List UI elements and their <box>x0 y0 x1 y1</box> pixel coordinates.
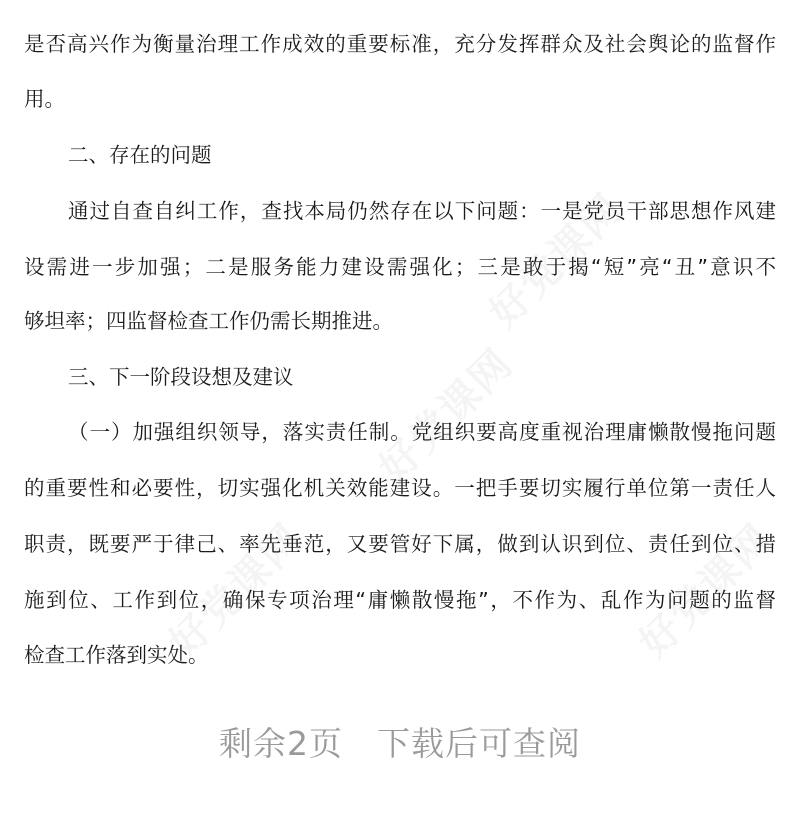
paragraph-line: 设需进一步加强；二是服务能力建设需强化；三是敢于揭“短”亮“丑”意识不 <box>24 255 776 279</box>
paragraph-line: 用。 <box>24 87 65 111</box>
watermark <box>364 334 523 493</box>
paragraph-line: 是否高兴作为衡量治理工作成效的重要标准，充分发挥群众及社会舆论的监督作 <box>24 32 776 56</box>
download-prompt[interactable] <box>0 722 800 766</box>
paragraph-line: 通过自查自纠工作，查找本局仍然存在以下问题：一是党员干部思想作风建 <box>68 199 776 223</box>
paragraph-line: 够坦率；四监督检查工作仍需长期推进。 <box>24 309 393 333</box>
remaining-pages-text: 剩余2页 <box>219 724 343 763</box>
paragraph-line: （一）加强组织领导，落实责任制。党组织要高度重视治理庸懒散慢拖问题 <box>68 420 776 444</box>
section-heading: 三、下一阶段设想及建议 <box>68 365 294 389</box>
paragraph-line: 职责，既要严于律己、率先垂范，又要管好下属，做到认识到位、责任到位、措 <box>24 532 776 556</box>
paragraph-line: 的重要性和必要性，切实强化机关效能建设。一把手要切实履行单位第一责任人 <box>24 476 776 500</box>
section-heading: 二、存在的问题 <box>68 143 212 167</box>
paragraph-line: 检查工作落到实处。 <box>24 643 209 667</box>
download-to-view-link[interactable]: 下载后可查阅 <box>377 724 581 763</box>
paragraph-line: 施到位、工作到位，确保专项治理“庸懒散慢拖”，不作为、乱作为问题的监督 <box>24 588 776 612</box>
